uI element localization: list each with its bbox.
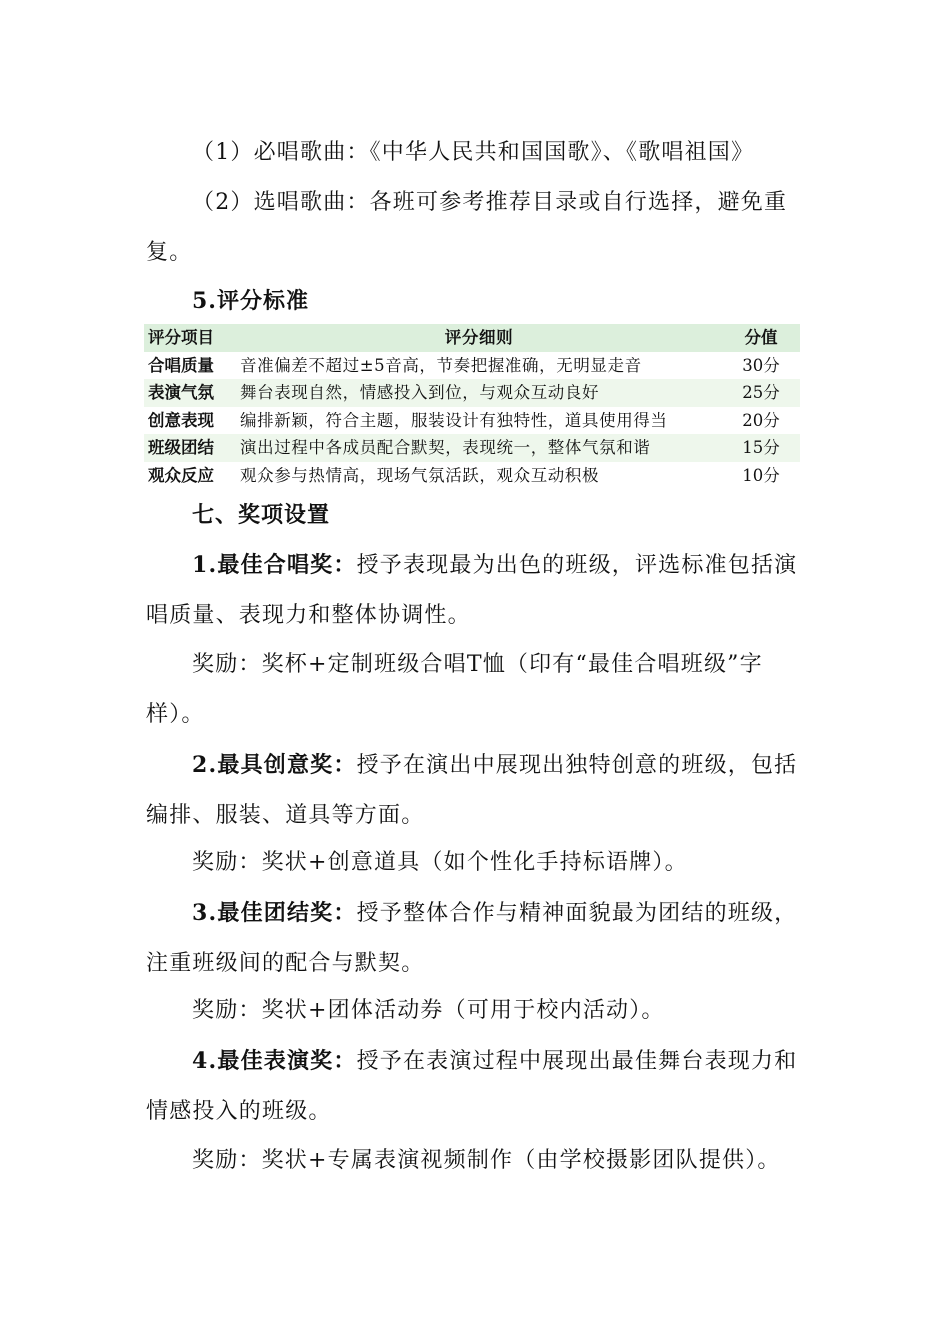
award-1-text: 授予表现最为出色的班级，评选标准包括演唱质量、表现力和整体协调性。 bbox=[146, 553, 798, 628]
row-detail: 音准偏差不超过±5音高，节奏把握准确，无明显走音 bbox=[240, 355, 642, 375]
row-score: 30分 bbox=[742, 355, 780, 375]
row-detail: 舞台表现自然，情感投入到位，与观众互动良好 bbox=[240, 383, 600, 402]
award-1-title: 1.最佳合唱奖： bbox=[192, 552, 357, 578]
row-item: 观众反应 bbox=[148, 465, 214, 485]
row-detail: 观众参与热情高，现场气氛活跃，观众互动积极 bbox=[240, 465, 600, 485]
row-item: 班级团结 bbox=[148, 438, 214, 457]
table-row bbox=[144, 434, 800, 462]
award-4-reward: 奖励：奖状+专属表演视频制作（由学校摄影团队提供）。 bbox=[192, 1148, 781, 1173]
table-row bbox=[144, 352, 800, 380]
award-3-reward: 奖励：奖状+团体活动券（可用于校内活动）。 bbox=[192, 998, 665, 1023]
award-4-description bbox=[146, 1036, 806, 1137]
column-header-score: 分值 bbox=[744, 328, 778, 347]
scoring-heading: 5.评分标准 bbox=[192, 288, 309, 314]
award-4-title: 4.最佳表演奖： bbox=[192, 1048, 357, 1074]
table-header-row bbox=[144, 324, 800, 352]
row-score: 15分 bbox=[742, 438, 780, 457]
row-score: 10分 bbox=[742, 465, 780, 485]
row-score: 20分 bbox=[742, 410, 780, 430]
required-songs: （1）必唱歌曲：《中华人民共和国国歌》、《歌唱祖国》 bbox=[192, 140, 755, 165]
award-4-text: 授予在表演过程中展现出最佳舞台表现力和情感投入的班级。 bbox=[146, 1049, 798, 1124]
optional-songs: （2）选唱歌曲：各班可参考推荐目录或自行选择，避免重复。 bbox=[146, 190, 788, 265]
row-item: 表演气氛 bbox=[148, 383, 214, 402]
column-header-item: 评分项目 bbox=[148, 328, 214, 347]
award-1-description bbox=[146, 540, 806, 641]
award-3-description bbox=[146, 888, 806, 989]
award-1-reward: 奖励：奖杯+定制班级合唱T恤（印有“最佳合唱班级”字样）。 bbox=[146, 652, 763, 727]
awards-heading: 七、奖项设置 bbox=[192, 502, 331, 528]
award-2-reward: 奖励：奖状+创意道具（如个性化手持标语牌）。 bbox=[192, 850, 688, 875]
award-2-title: 2.最具创意奖： bbox=[192, 752, 357, 778]
row-item: 合唱质量 bbox=[148, 355, 214, 375]
award-3-text: 授予整体合作与精神面貌最为团结的班级，注重班级间的配合与默契。 bbox=[146, 901, 798, 976]
award-2-description bbox=[146, 740, 806, 841]
award-2-text: 授予在演出中展现出独特创意的班级，包括编排、服装、道具等方面。 bbox=[146, 753, 798, 828]
row-detail: 演出过程中各成员配合默契，表现统一，整体气氛和谐 bbox=[240, 438, 651, 457]
table-row bbox=[144, 379, 800, 407]
table-row bbox=[144, 407, 800, 435]
column-header-detail: 评分细则 bbox=[444, 328, 514, 347]
table-row bbox=[144, 462, 800, 490]
row-detail: 编排新颖，符合主题，服装设计有独特性，道具使用得当 bbox=[240, 410, 668, 430]
scoring-table bbox=[144, 324, 800, 489]
row-item: 创意表现 bbox=[148, 410, 214, 430]
award-3-title: 3.最佳团结奖： bbox=[192, 900, 357, 926]
row-score: 25分 bbox=[742, 383, 780, 402]
